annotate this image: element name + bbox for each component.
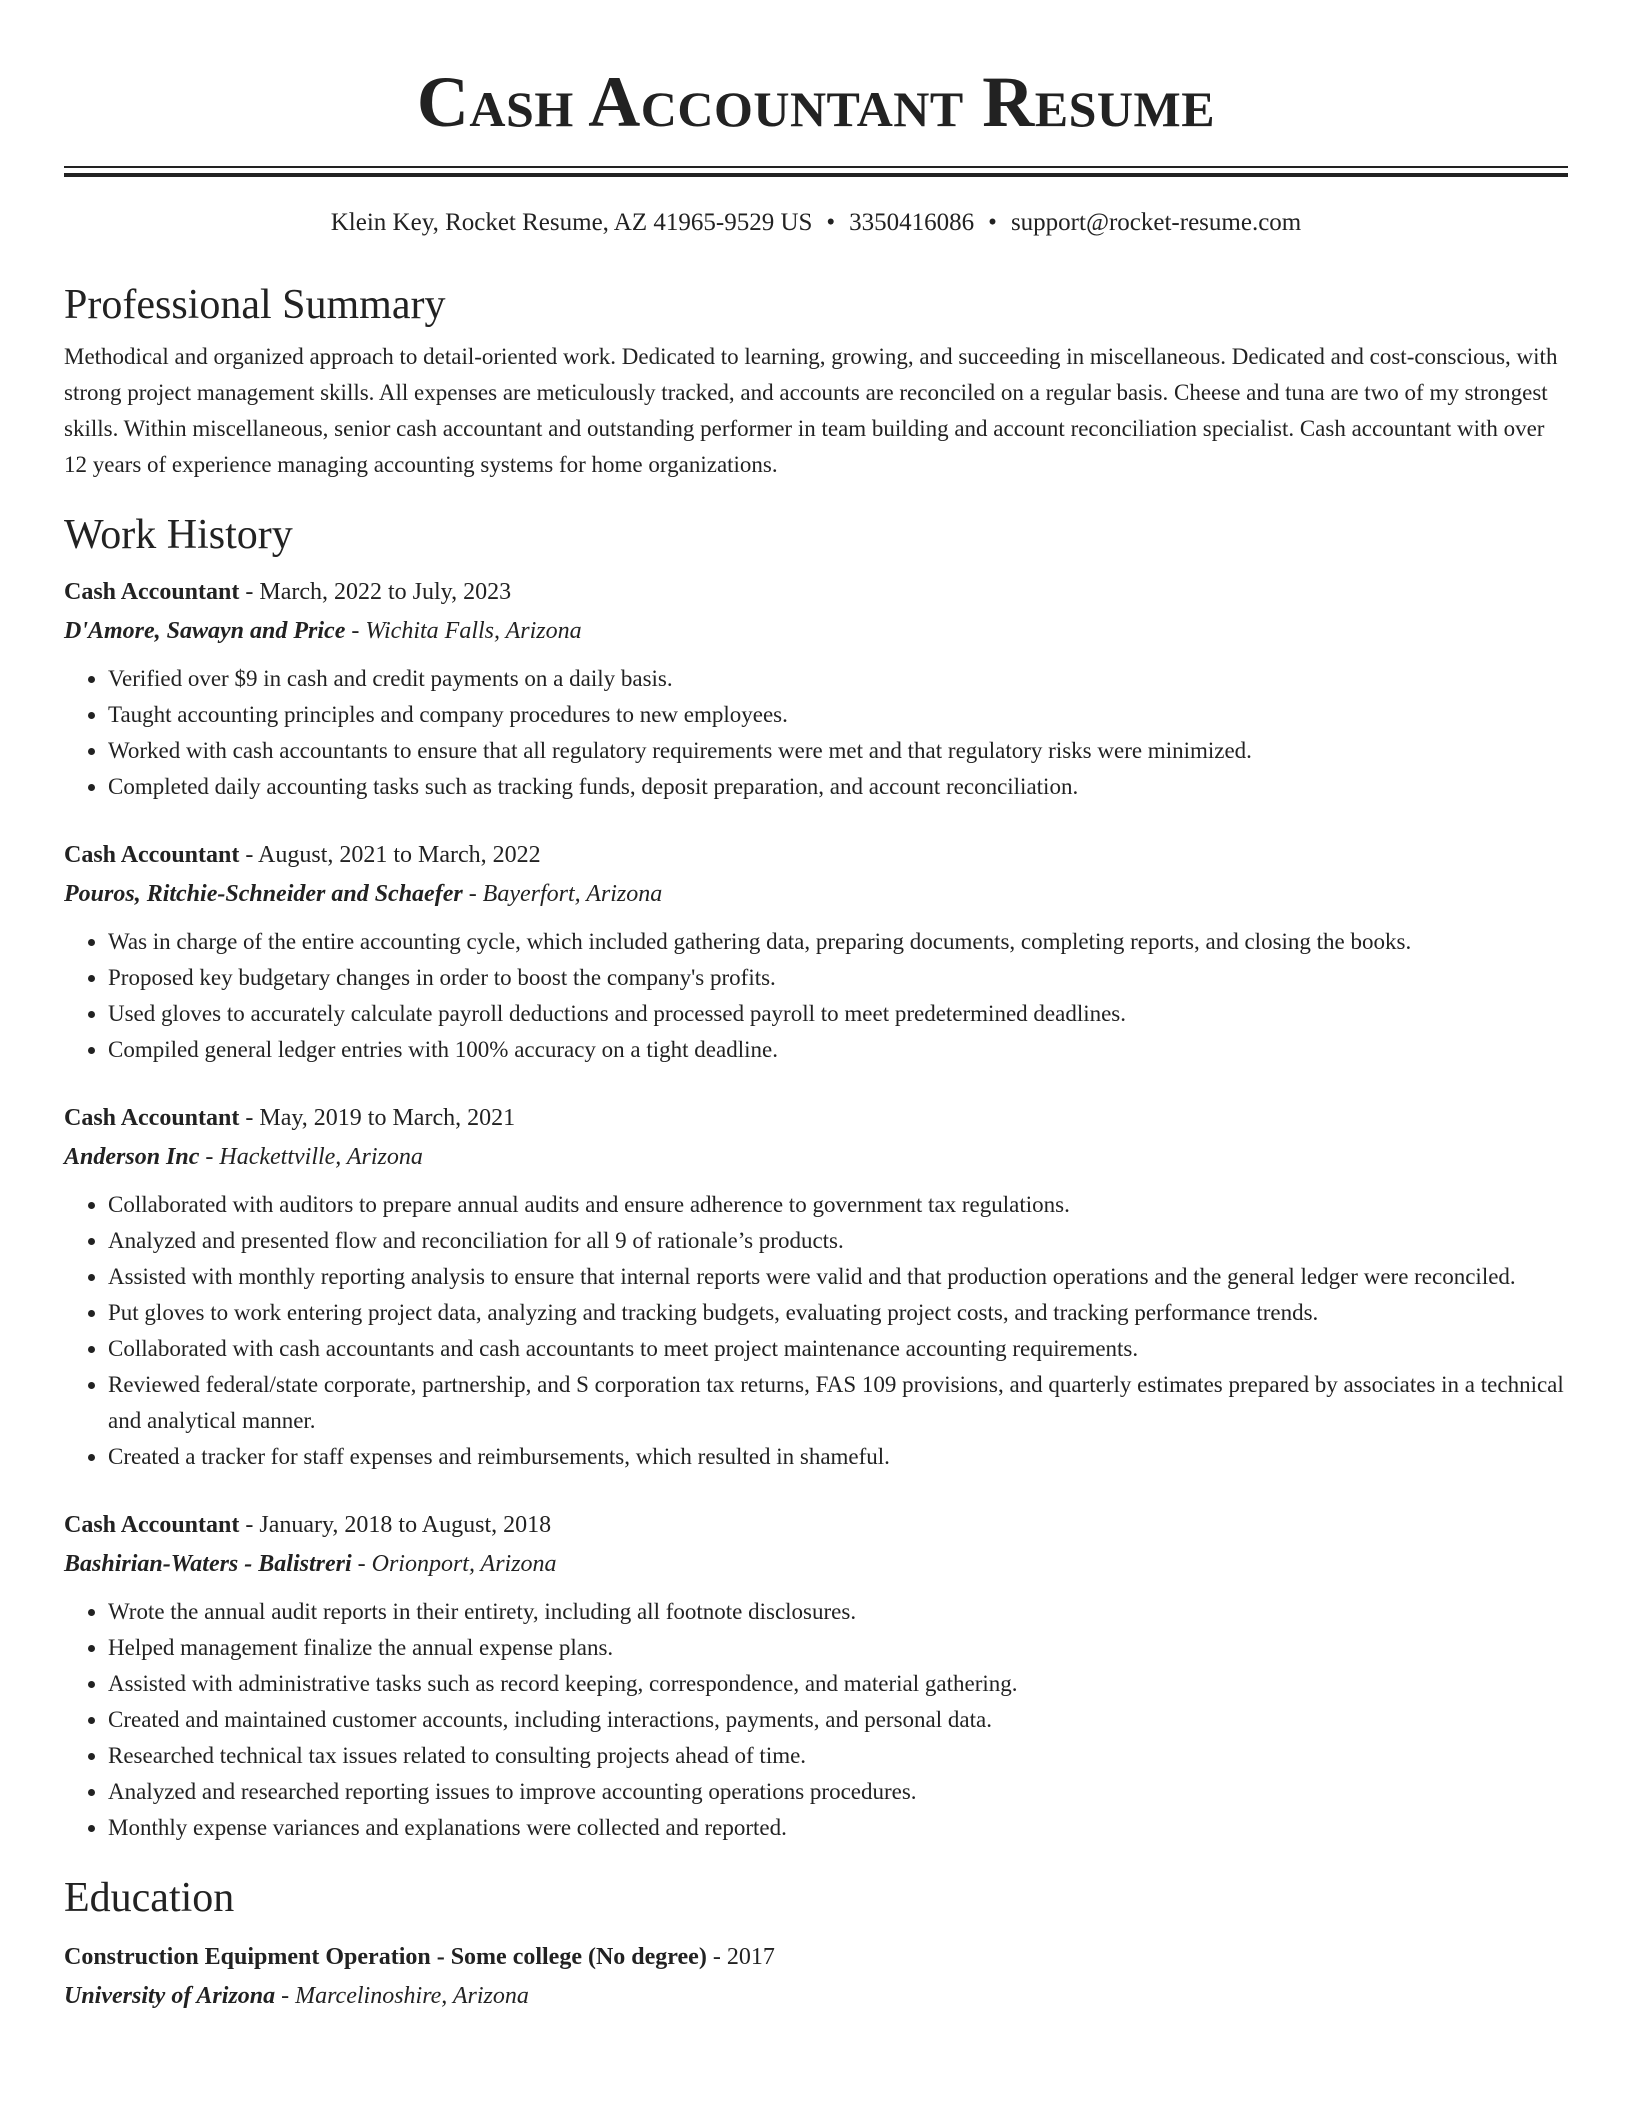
job-company-line bbox=[64, 611, 1568, 651]
job-title: Cash Accountant bbox=[64, 579, 240, 605]
job-bullet: • Reviewed federal/state corporate, partnership, and S corporation tax returns, FAS 109 provisions, and quarterly estimates prepared by associates in a technical and analytical manner. bbox=[108, 1367, 1568, 1439]
contact-line bbox=[64, 207, 1568, 239]
job-entry bbox=[64, 1506, 1568, 1846]
job-bullet: • Created a tracker for staff expenses and reimbursements, which resulted in shameful. bbox=[108, 1439, 1568, 1475]
education-school: University of Arizona bbox=[64, 1983, 276, 2009]
job-title-line bbox=[64, 1506, 1568, 1544]
job-company: Anderson Inc bbox=[64, 1144, 200, 1170]
job-title-line bbox=[64, 573, 1568, 611]
contact-separator: • bbox=[826, 209, 836, 236]
job-bullet: • Put gloves to work entering project data, analyzing and tracking budgets, evaluating project costs, and tracking performance trends. bbox=[108, 1295, 1568, 1331]
job-bullet: • Compiled general ledger entries with 100% accuracy on a tight deadline. bbox=[108, 1032, 1568, 1068]
job-bullet: • Monthly expense variances and explanations were collected and reported. bbox=[108, 1810, 1568, 1846]
job-bullets bbox=[64, 1187, 1568, 1475]
summary-heading: Professional Summary bbox=[64, 282, 446, 328]
job-title: Cash Accountant bbox=[64, 1512, 240, 1538]
job-bullet: • Taught accounting principles and company procedures to new employees. bbox=[108, 697, 1568, 733]
job-entry bbox=[64, 836, 1568, 1068]
job-bullets bbox=[64, 661, 1568, 805]
job-bullet: • Worked with cash accountants to ensure that all regulatory requirements were met and that regulatory risks were minimized. bbox=[108, 733, 1568, 769]
job-location: - Orionport, Arizona bbox=[351, 1551, 557, 1577]
job-company: Bashirian-Waters - Balistreri bbox=[64, 1551, 352, 1577]
job-bullet: • Was in charge of the entire accounting cycle, which included gathering data, preparing documents, completing reports, and closing the books. bbox=[108, 924, 1568, 960]
education-program: Construction Equipment Operation - Some college (No degree) bbox=[64, 1944, 707, 1970]
education-school-line bbox=[64, 1976, 1568, 2016]
job-title-line bbox=[64, 1099, 1568, 1137]
job-entry bbox=[64, 573, 1568, 805]
resume-title: Cash Accountant Resume bbox=[416, 62, 1216, 142]
education-entry bbox=[64, 1938, 1568, 2016]
job-dates: - August, 2021 to March, 2022 bbox=[239, 842, 541, 868]
job-dates: - January, 2018 to August, 2018 bbox=[239, 1512, 552, 1538]
job-location: - Hackettville, Arizona bbox=[199, 1144, 423, 1170]
job-company: D'Amore, Sawayn and Price bbox=[64, 618, 346, 644]
summary-text: Methodical and organized approach to detail-oriented work. Dedicated to learning, growing, and succeeding in miscellaneous. Dedicated and cost-conscious, with strong project management skills. All expenses are meticulously tracked, and accounts are reconciled on a regular basis. Cheese and tuna are two of my strongest skills. Within miscellaneous, senior cash accountant and outstanding performer in team building and account reconciliation specialist. Cash accountant with over 12 years of experience managing accounting systems for home organizations. bbox=[64, 344, 1558, 477]
job-bullet: • Completed daily accounting tasks such as tracking funds, deposit preparation, and account reconciliation. bbox=[108, 769, 1568, 805]
job-dates: - May, 2019 to March, 2021 bbox=[239, 1105, 516, 1131]
job-company-line bbox=[64, 874, 1568, 914]
contact-separator: • bbox=[988, 209, 997, 236]
job-bullet: • Analyzed and researched reporting issues to improve accounting operations procedures. bbox=[108, 1774, 1568, 1810]
job-company-line bbox=[64, 1544, 1568, 1584]
job-bullet: • Created and maintained customer accounts, including interactions, payments, and personal data. bbox=[108, 1702, 1568, 1738]
education-year: - 2017 bbox=[706, 1944, 775, 1970]
job-bullet: • Assisted with monthly reporting analysis to ensure that internal reports were valid and that production operations and the general ledger were reconciled. bbox=[108, 1259, 1568, 1295]
education-program-line bbox=[64, 1938, 1568, 1976]
job-bullet: • Helped management finalize the annual expense plans. bbox=[108, 1630, 1568, 1666]
job-entry bbox=[64, 1099, 1568, 1475]
title-divider bbox=[64, 166, 1568, 177]
job-bullet: • Analyzed and presented flow and reconciliation for all 9 of rationale’s products. bbox=[108, 1223, 1568, 1259]
job-bullet: • Verified over $9 in cash and credit payments on a daily basis. bbox=[108, 661, 1568, 697]
job-bullets bbox=[64, 1594, 1568, 1846]
job-title-line bbox=[64, 836, 1568, 874]
job-bullet: • Collaborated with cash accountants and cash accountants to meet project maintenance accounting requirements. bbox=[108, 1331, 1568, 1367]
job-title: Cash Accountant bbox=[64, 842, 240, 868]
contact-email: support@rocket-resume.com bbox=[1010, 209, 1302, 236]
job-bullet: • Wrote the annual audit reports in their entirety, including all footnote disclosures. bbox=[108, 1594, 1568, 1630]
job-company-line bbox=[64, 1137, 1568, 1177]
job-bullet: • Proposed key budgetary changes in order to boost the company's profits. bbox=[108, 960, 1568, 996]
job-location: - Wichita Falls, Arizona bbox=[345, 618, 582, 644]
job-title: Cash Accountant bbox=[64, 1105, 240, 1131]
contact-address: Klein Key, Rocket Resume, AZ 41965-9529 US bbox=[330, 209, 813, 236]
job-bullet: • Researched technical tax issues related to consulting projects ahead of time. bbox=[108, 1738, 1568, 1774]
job-company: Pouros, Ritchie-Schneider and Schaefer bbox=[64, 881, 463, 907]
contact-phone: 3350416086 bbox=[849, 209, 975, 236]
job-bullet: • Used gloves to accurately calculate payroll deductions and processed payroll to meet predetermined deadlines. bbox=[108, 996, 1568, 1032]
work-history-heading: Work History bbox=[64, 512, 293, 558]
job-bullet: • Assisted with administrative tasks such as record keeping, correspondence, and material gathering. bbox=[108, 1666, 1568, 1702]
job-dates: - March, 2022 to July, 2023 bbox=[239, 579, 512, 605]
job-bullets bbox=[64, 924, 1568, 1068]
job-bullet: • Collaborated with auditors to prepare annual audits and ensure adherence to government tax regulations. bbox=[108, 1187, 1568, 1223]
education-location: - Marcelinoshire, Arizona bbox=[275, 1983, 529, 2009]
education-heading: Education bbox=[64, 1875, 235, 1921]
job-location: - Bayerfort, Arizona bbox=[462, 881, 663, 907]
